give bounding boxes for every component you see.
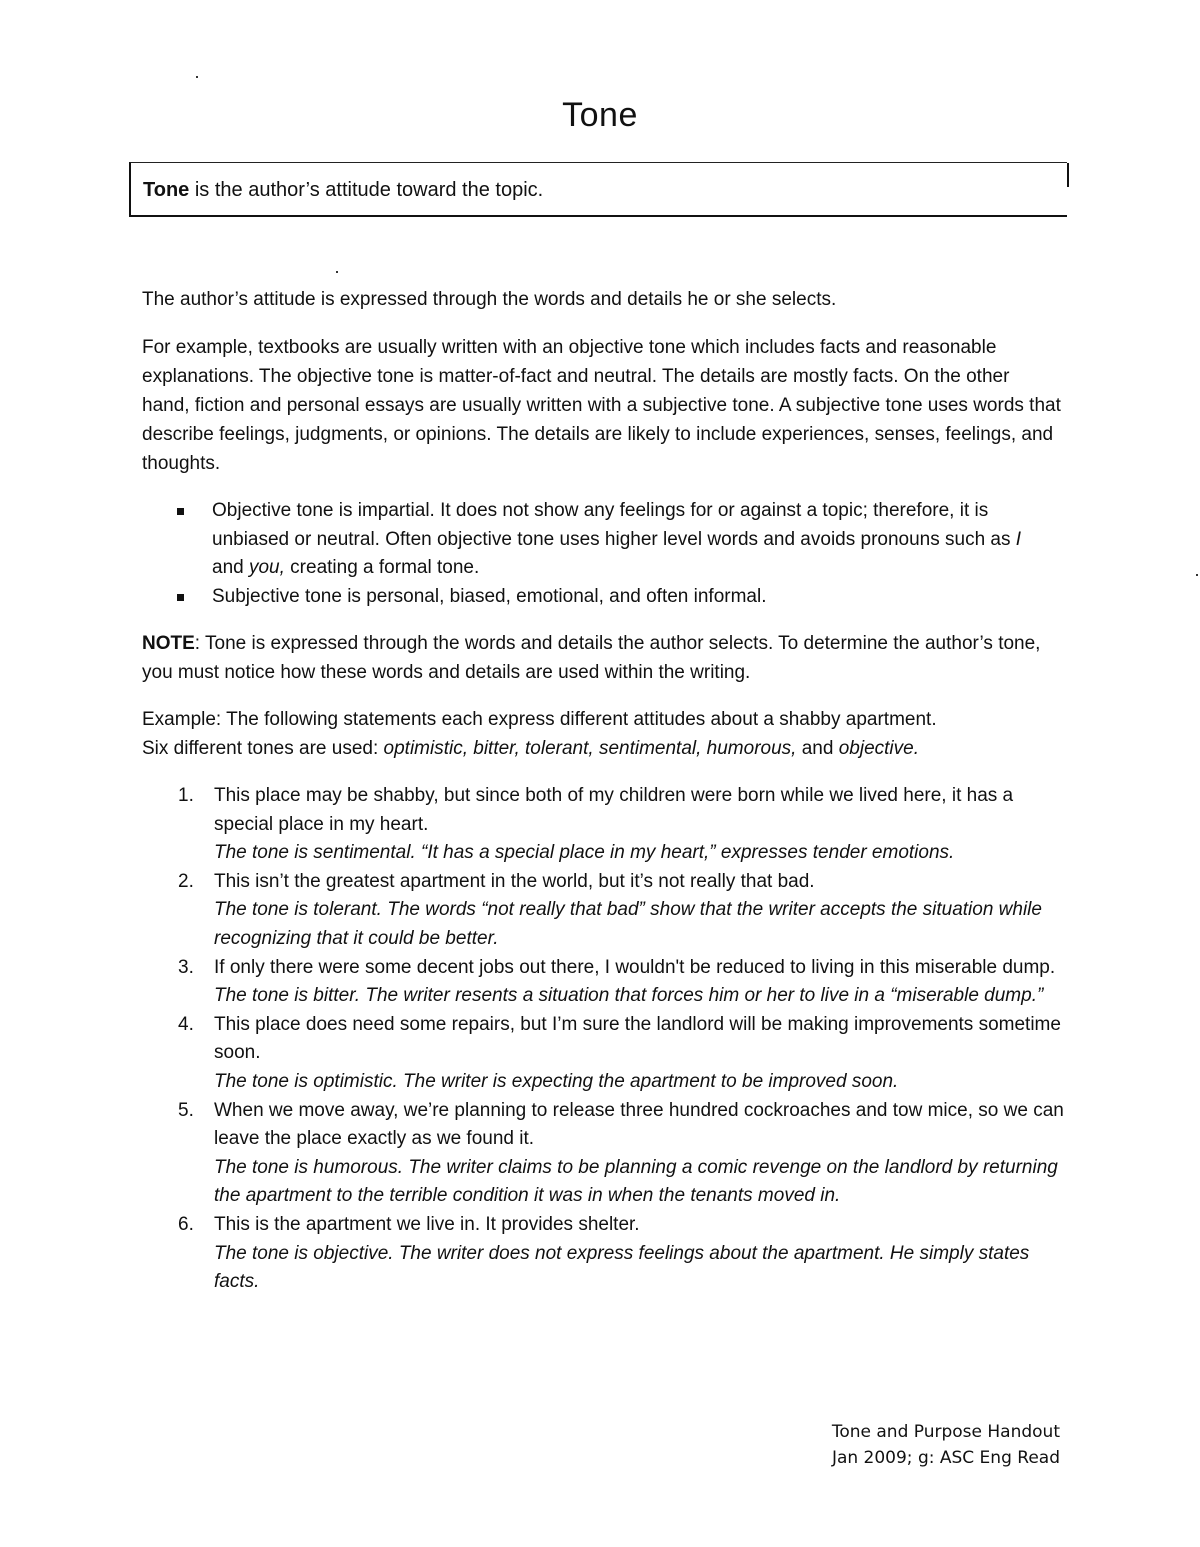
intro-paragraph: The author’s attitude is expressed through the words and details he or she selects.	[142, 289, 837, 310]
tone-bullet-list	[174, 497, 1054, 611]
item-number: 5.	[178, 1099, 194, 1121]
bullet-icon	[177, 508, 184, 515]
bullet-icon	[177, 594, 184, 601]
scan-speck	[1196, 574, 1198, 576]
list-item: Objective tone is impartial. It does not show any feelings for or against a topic; therefore, it is unbiased or neutral. Often objective tone uses higher level words and avoids pronouns such as I and you, creating a formal tone.	[174, 497, 1054, 583]
list-item	[174, 1011, 1074, 1097]
item-explanation: The tone is optimistic. The writer is expecting the apartment to be improved soon.	[214, 1070, 899, 1092]
scan-speck	[196, 76, 198, 78]
item-statement: This is the apartment we live in. It provides shelter.	[214, 1213, 640, 1235]
definition-text	[143, 179, 543, 202]
item-explanation: The tone is objective. The writer does not express feelings about the apartment. He simply states facts.	[214, 1242, 1030, 1293]
definition-box	[129, 162, 1067, 217]
item-explanation: The tone is tolerant. The words “not really that bad” show that the writer accepts the situation while recognizing that it could be better.	[214, 899, 1042, 949]
list-item	[174, 782, 1074, 868]
item-number: 1.	[178, 785, 194, 806]
footer-line: Tone and Purpose Handout	[831, 1422, 1060, 1442]
item-explanation: The tone is humorous. The writer claims to be planning a comic revenge on the landlord by returning the apartment to the terrible condition it was in when the tenants moved in.	[214, 1156, 1058, 1207]
note-label: NOTE	[142, 633, 195, 654]
list-item: Subjective tone is personal, biased, emotional, and often informal.	[174, 583, 1054, 612]
list-item	[174, 868, 1074, 954]
item-number: 6.	[178, 1213, 194, 1235]
page-footer	[832, 1419, 1060, 1471]
list-item	[174, 1097, 1074, 1211]
footer-line: Jan 2009; g: ASC Eng Read	[831, 1448, 1060, 1468]
scan-speck	[336, 271, 338, 273]
item-number: 3.	[178, 956, 194, 978]
item-explanation: The tone is sentimental. “It has a special place in my heart,” expresses tender emotions.	[214, 842, 955, 864]
page-title: Tone	[562, 96, 638, 134]
item-explanation: The tone is bitter. The writer resents a situation that forces him or her to live in a “miserable dump.”	[214, 985, 1044, 1007]
definition-rest: is the author’s attitude toward the topic.	[189, 179, 544, 201]
definition-term: Tone	[143, 179, 190, 201]
list-item	[174, 1211, 1074, 1297]
item-statement: If only there were some decent jobs out there, I wouldn't be reduced to living in this miserable dump.	[214, 956, 1056, 978]
example-paragraph: Example: The following statements each express different attitudes about a shabby apartment. Six different tones are used: optimistic, bitter, tolerant, sentimental, humorous, and objective.	[142, 709, 937, 759]
list-item	[174, 954, 1074, 1011]
objective-subjective-paragraph: For example, textbooks are usually written with an objective tone which includes facts and reasonable explanations. The objective tone is matter-of-fact and neutral. The details are mostly facts. On the other hand, fiction and personal essays are usually written with a subjective tone. A subjective tone uses words that describe feelings, judgments, or opinions. The details are likely to include experiences, senses, feelings, and thoughts.	[142, 337, 1061, 474]
item-statement: This place does need some repairs, but I’m sure the landlord will be making improvements sometime soon.	[214, 1013, 1061, 1064]
example-statement-list	[174, 782, 1074, 1297]
item-statement: When we move away, we’re planning to release three hundred cockroaches and tow mice, so we can leave the place exactly as we found it.	[214, 1099, 1064, 1150]
note-paragraph: NOTE: Tone is expressed through the words and details the author selects. To determine the author’s tone, you must notice how these words and details are used within the writing.	[142, 633, 1041, 683]
item-statement: This place may be shabby, but since both of my children were born while we lived here, it has a special place in my heart.	[214, 785, 1014, 835]
item-number: 2.	[178, 870, 194, 892]
item-number: 4.	[178, 1013, 194, 1035]
item-statement: This isn’t the greatest apartment in the world, but it’s not really that bad.	[214, 870, 815, 892]
